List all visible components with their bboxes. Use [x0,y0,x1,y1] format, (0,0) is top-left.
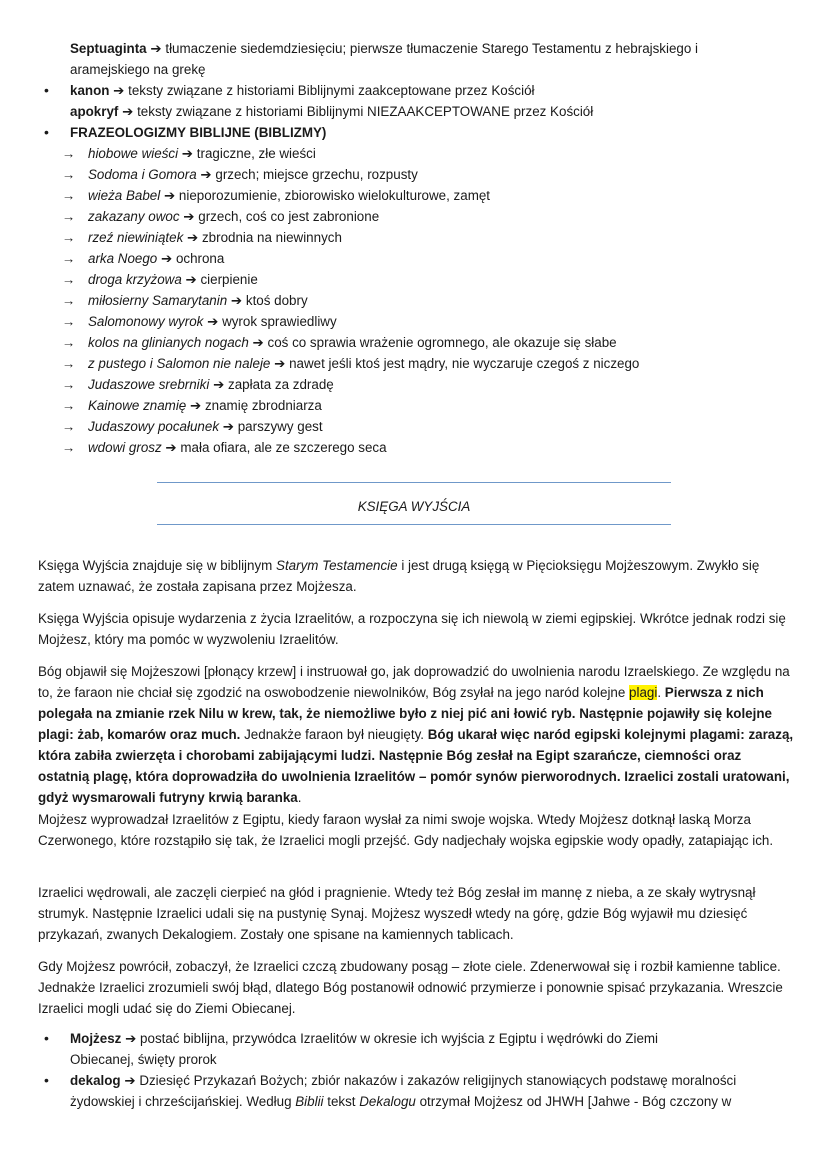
paragraph-4: Mojżesz wyprowadzał Izraelitów z Egiptu, kiedy faraon wysłał za nimi swoje wojska. Wtedy Mojżesz dotknął laską Morza Czerwonego, które rozstąpiło się tak, że Izraelici mogli przejść. Gdy nadjechały wojska egipskie wody opadły, zatapiając ich. [38,812,774,848]
arrow-icon: ➔ [113,83,125,98]
phrase-term: Kainowe znamię [88,398,187,413]
arrow-right-icon: → [62,314,76,329]
arrow-icon: ➔ [163,188,176,203]
list-item [62,206,379,227]
paragraph-2: Księga Wyjścia opisuje wydarzenia z życia Izraelitów, a rozpoczyna się ich niewolą w ziemi egipskiej. Wkrótce jednak rodzi się Mojżesz, który ma pomóc w wyzwoleniu Izraelitów. [38,611,786,647]
arrow-icon: ➔ [222,419,234,434]
bullet-icon: • [44,1030,49,1046]
phrase-meaning: nawet jeśli ktoś jest mądry, nie wyczaruje czegoś z niczego [289,356,640,371]
phrase-meaning: grzech, coś co jest zabronione [198,209,380,224]
paragraph-3 [38,661,794,808]
arrow-right-icon: → [62,209,76,224]
phrase-meaning: wyrok sprawiedliwy [222,314,337,329]
definition-septuaginta: tłumaczenie siedemdziesięciu; pierwsze tłumaczenie Starego Testamentu z hebrajskiego i [165,41,699,56]
phrase-term: droga krzyżowa [88,272,182,287]
arrow-right-icon: → [62,356,76,371]
arrow-icon: ➔ [230,293,243,308]
phrase-meaning: ktoś dobry [245,293,308,308]
arrow-right-icon: → [62,251,76,266]
list-item [62,374,334,395]
definition-kanon: teksty związane z historiami Biblijnymi zaakceptowane przez Kościół [128,83,535,98]
bullet-icon: • [44,1072,49,1088]
phrase-term: Salomonowy wyrok [88,314,204,329]
list-item [62,248,224,269]
phrase-term: zakazany owoc [88,209,180,224]
arrow-icon: ➔ [252,335,264,350]
dekalog-entry [70,1070,736,1091]
phrase-term: Judaszowy pocałunek [88,419,220,434]
arrow-right-icon: → [62,419,76,434]
arrow-icon: ➔ [124,1073,136,1088]
highlighted-word: plagi [629,685,658,700]
phrase-term: wdowi grosz [88,440,162,455]
paragraph-text: . [297,790,302,805]
paragraph-bold: Pierwsza z nich polegała na zmianie rzek Nilu w krew, tak, że niemożliwe było z niej pić ani łowić ryb. Następnie pojawiły się kolejne plagi: żab, komarów oraz much. [38,685,772,742]
definition-emphasis: Biblii [295,1094,324,1109]
arrow-icon: ➔ [187,230,199,245]
phrase-meaning: zbrodnia na niewinnych [201,230,342,245]
definition-mojzesz: postać biblijna, przywódca Izraelitów w okresie ich wyjścia z Egiptu i wędrówki do Ziemi [140,1031,659,1046]
divider-top [157,482,671,483]
list-item [62,290,308,311]
list-item [62,311,337,332]
arrow-icon: ➔ [207,314,219,329]
arrow-icon: ➔ [183,209,195,224]
paragraph-text: i jest drugą księgą w Pięcioksięgu Mojżeszowym. Zwykło się zatem uznawać, że została zapisana przez Mojżesza. [38,558,760,594]
list-item [62,143,316,164]
definition-mojzesz-cont: Obiecanej, święty prorok [70,1052,217,1067]
term-dekalog: dekalog [70,1073,121,1088]
phrase-meaning: ochrona [175,251,225,266]
phrase-meaning: mała ofiara, ale ze szczerego seca [180,440,387,455]
phrase-term: arka Noego [88,251,158,266]
divider-bottom [157,524,671,525]
arrow-icon: ➔ [274,356,286,371]
phrase-meaning: parszywy gest [237,419,323,434]
arrow-icon: ➔ [125,1031,137,1046]
list-item [62,332,617,353]
arrow-right-icon: → [62,272,76,287]
bullet-icon: • [44,82,49,98]
phrase-meaning: coś co sprawia wrażenie ogromnego, ale okazuje się słabe [267,335,617,350]
paragraph-text: . [657,685,662,700]
phrase-term: z pustego i Salomon nie naleje [88,356,271,371]
phrase-meaning: grzech; miejsce grzechu, rozpusty [215,167,418,182]
term-mojzesz: Mojżesz [70,1031,122,1046]
frazeologizmy-heading-text: FRAZEOLOGIZMY BIBLIJNE (BIBLIZMY) [70,125,327,140]
mojzesz-entry [70,1028,658,1049]
phrase-meaning: nieporozumienie, zbiorowisko wielokulturowe, zamęt [178,188,491,203]
list-item [62,395,322,416]
list-item [62,164,418,185]
definition-dekalog-cont [70,1091,731,1112]
paragraph-1 [38,555,794,597]
section-title: KSIĘGA WYJŚCIA [357,499,471,514]
phrase-term: hiobowe wieści [88,146,179,161]
definition-dekalog: Dziesięć Przykazań Bożych; zbiór nakazów i zakazów religijnych stanowiących podstawę moralności [139,1073,737,1088]
arrow-icon: ➔ [200,167,212,182]
phrase-term: kolos na glinianych nogach [88,335,249,350]
arrow-right-icon: → [62,335,76,350]
phrase-meaning: cierpienie [200,272,258,287]
list-item [62,416,323,437]
arrow-right-icon: → [62,146,76,161]
arrow-icon: ➔ [190,398,202,413]
list-item [62,437,387,458]
paragraph-text: Jednakże faraon był nieugięty. [240,727,425,742]
arrow-icon: ➔ [213,377,225,392]
arrow-right-icon: → [62,230,76,245]
septuaginta-entry [70,38,698,59]
kanon-entry [70,80,535,101]
arrow-icon: ➔ [165,440,177,455]
list-item [62,353,639,374]
paragraph-text: Bóg objawił się Mojżeszowi [płonący krzew] i instruował go, jak doprowadzić do uwolnienia narodu Izraelskiego. Ze względu na to, że faraon nie chciał się zgodzić na oswobodzenie niewolników, Bóg zsyłał na jego naród kolejne [38,664,790,700]
paragraph-emphasis: Starym Testamencie [276,558,398,573]
phrase-term: Sodoma i Gomora [88,167,197,182]
term-kanon: kanon [70,83,110,98]
arrow-icon: ➔ [160,251,173,266]
term-apokryf: apokryf [70,104,119,119]
phrase-term: miłosierny Samarytanin [88,293,228,308]
arrow-right-icon: → [62,167,76,182]
phrase-meaning: zapłata za zdradę [228,377,334,392]
phrase-meaning: znamię zbrodniarza [204,398,322,413]
arrow-icon: ➔ [150,41,162,56]
arrow-right-icon: → [62,188,76,203]
paragraph-6: Gdy Mojżesz powrócił, zobaczył, że Izraelici czczą zbudowany posąg – złote ciele. Zdenerwował się i rozbił kamienne tablice. Jednakże Izraelici zrozumieli swój błąd, dlatego Bóg postanowił odnowić przymierze i ponownie spisać przykazania. Wreszcie Izraelici mogli udać się do Ziemi Obiecanej. [38,959,783,1016]
definition-text: otrzymał Mojżesz od JHWH [Jahwe - Bóg czczony w [415,1094,732,1109]
definition-text: żydowskiej i chrześcijańskiej. Według [70,1094,296,1109]
paragraph-bold: Bóg ukarał więc naród egipski kolejnymi plagami: zarazą, która zabiła zwierzęta i chorobami zabijającymi ludzi. Następnie Bóg zesłał na Egipt szarańcze, ciemności oraz ostatnią plagę, która doprowadziła do uwolnienia Izraelitów – pomór synów pierworodnych. Izraelici zostali uratowani, gdyż wysmarowali futryny krwią baranka [38,727,794,805]
phrase-meaning: tragiczne, złe wieści [196,146,316,161]
phrase-term: wieża Babel [88,188,161,203]
definition-emphasis: Dekalogu [359,1094,416,1109]
arrow-right-icon: → [62,440,76,455]
arrow-icon: ➔ [181,146,194,161]
phrase-term: rzeź niewiniątek [88,230,184,245]
apokryf-entry [70,101,593,122]
arrow-right-icon: → [62,293,76,308]
definition-septuaginta-cont: aramejskiego na grekę [70,62,206,77]
term-septuaginta: Septuaginta [70,41,147,56]
definition-apokryf: teksty związane z historiami Biblijnymi NIEZAAKCEPTOWANE przez Kościół [137,104,594,119]
paragraph-text: Księga Wyjścia znajduje się w biblijnym [38,558,277,573]
arrow-icon: ➔ [122,104,134,119]
list-item [62,227,342,248]
paragraph-5: Izraelici wędrowali, ale zaczęli cierpieć na głód i pragnienie. Wtedy też Bóg zesłał im mannę z nieba, a ze skały wytrysnął strumyk. Następnie Izraelici udali się na pustynię Synaj. Mojżesz wyszedł wtedy na górę, gdzie Bóg wyjawił mu dziesięć przykazań, zwanych Dekalogiem. Zostały one spisane na kamiennych tablicach. [38,885,756,942]
arrow-icon: ➔ [185,272,197,287]
list-item [62,269,258,290]
definition-text: tekst [323,1094,360,1109]
bullet-icon: • [44,124,49,140]
arrow-right-icon: → [62,398,76,413]
arrow-right-icon: → [62,377,76,392]
list-item [62,185,490,206]
frazeologizmy-heading [70,122,326,143]
phrase-term: Judaszowe srebrniki [88,377,210,392]
